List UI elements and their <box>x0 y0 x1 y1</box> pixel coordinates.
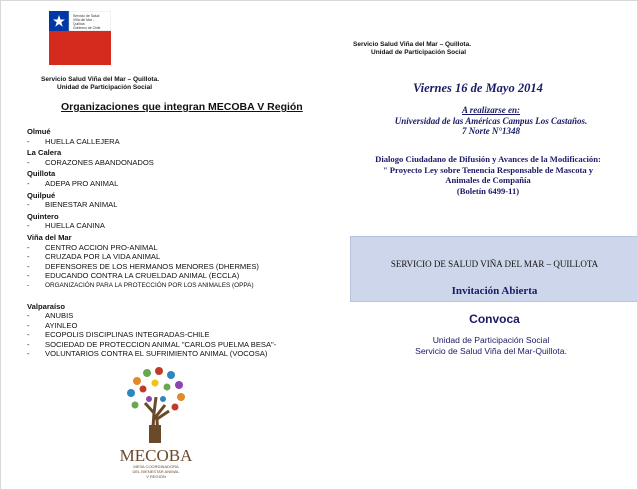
convoca-organizer <box>361 335 621 357</box>
org-item <box>27 158 317 168</box>
description-line-4: (Boletín 6499-11) <box>456 185 520 196</box>
city-name: Quintero <box>27 211 59 221</box>
invitation-banner <box>350 236 638 302</box>
mecoba-tree-logo <box>107 363 205 483</box>
org-name: CORAZONES ABANDONADOS <box>45 157 154 167</box>
logo-line: Gobierno de Chile <box>73 26 101 30</box>
org-item <box>27 311 317 321</box>
org-item <box>27 349 317 359</box>
org-item <box>27 321 317 331</box>
org-item <box>27 179 317 189</box>
gobierno-chile-logo <box>49 11 111 73</box>
banner-service-name: SERVICIO DE SALUD VIÑA DEL MAR – QUILLOTA <box>390 259 599 269</box>
org-name: HUELLA CANINA <box>45 221 105 231</box>
mecoba-subtitle-2: DEL BIENESTAR ANIMAL <box>132 469 180 474</box>
venue-line-2: Universidad de las Américas Campus Los Castaños. <box>394 115 588 126</box>
org-name: AYINLEO <box>45 320 78 330</box>
org-name: VOLUNTARIOS CONTRA EL SUFRIMIENTO ANIMAL (VOCOSA) <box>45 349 268 359</box>
city-block <box>27 127 317 146</box>
org-name: ECOPOLIS DISCIPLINAS INTEGRADAS-CHILE <box>45 330 210 340</box>
org-name: ADEPA PRO ANIMAL <box>45 178 119 188</box>
org-name: ANUBIS <box>45 311 74 321</box>
description-line-2: " Proyecto Ley sobre Tenencia Responsable de Mascota y <box>382 164 594 175</box>
event-venue <box>371 105 611 137</box>
city-name: La Calera <box>27 148 62 158</box>
description-line-1: Dialogo Ciudadano de Difusión y Avances de la Modificación: <box>375 154 601 164</box>
spacer <box>27 291 317 300</box>
organizer-line-1: Unidad de Participación Social <box>432 335 550 345</box>
city-name: Olmué <box>27 127 51 136</box>
org-item <box>27 200 317 210</box>
city-name: Viña del Mar <box>27 232 72 242</box>
org-item <box>27 330 317 340</box>
venue-line-3: 7 Norte N°1348 <box>461 126 521 136</box>
mecoba-subtitle-3: V REGIÓN <box>146 474 166 479</box>
city-block <box>27 233 317 291</box>
logo-line: Servicio de Salud <box>73 14 100 18</box>
city-name: Quilpué <box>27 190 56 200</box>
org-item <box>27 252 317 262</box>
city-name: Valparaíso <box>27 301 65 311</box>
org-name: EDUCANDO CONTRA LA CRUELDAD ANIMAL (ECCLA) <box>45 271 240 281</box>
city-block <box>27 302 317 360</box>
venue-line-1: A realizarse en: <box>461 105 520 115</box>
org-name: CRUZADA POR LA VIDA ANIMAL <box>45 252 161 262</box>
logo-caption-line-1: Servicio Salud Viña del Mar – Quillota. <box>41 76 159 83</box>
city-name: Quillota <box>27 169 56 179</box>
org-name: HUELLA CALLEJERA <box>45 136 120 146</box>
city-block <box>27 191 317 210</box>
mecoba-subtitle-1: MESA COORDINADORA <box>133 464 179 469</box>
organizations-title: Organizaciones que integran MECOBA V Región <box>61 101 303 113</box>
org-name: DEFENSORES DE LOS HERMANOS MENORES (DHERMES) <box>45 261 259 271</box>
org-name: CENTRO ACCION PRO-ANIMAL <box>45 242 158 252</box>
logo-line: Viña del Mar - <box>73 18 95 22</box>
convoca-heading: Convoca <box>469 312 520 326</box>
org-item <box>27 137 317 147</box>
logo-caption-line-2: Unidad de Participación Social <box>57 84 152 91</box>
org-item <box>27 281 317 291</box>
description-line-3: Animales de Compañía <box>445 175 531 185</box>
org-name: ORGANIZACIÓN PARA LA PROTECCIÓN POR LOS ANIMALES (OPPA) <box>45 281 254 289</box>
event-date: Viernes 16 de Mayo 2014 <box>413 81 543 95</box>
banner-invitation: Invitación Abierta <box>451 285 538 297</box>
logo-line: Quillota <box>73 22 85 26</box>
city-block <box>27 212 317 231</box>
organizations-list <box>27 125 317 359</box>
logo-caption <box>41 76 159 92</box>
org-item <box>27 221 317 231</box>
right-header <box>353 41 471 57</box>
city-block <box>27 148 317 167</box>
organizer-line-2: Servicio de Salud Viña del Mar-Quillota. <box>415 346 567 356</box>
right-header-line-2: Unidad de Participación Social <box>371 49 466 56</box>
right-header-line-1: Servicio Salud Viña del Mar – Quillota. <box>353 41 471 48</box>
city-block <box>27 169 317 188</box>
org-item <box>27 243 317 253</box>
org-item <box>27 262 317 272</box>
org-name: SOCIEDAD DE PROTECCION ANIMAL "CARLOS PUELMA BESA"- <box>45 339 277 349</box>
org-name: BIENESTAR ANIMAL <box>45 200 118 210</box>
mecoba-name: MECOBA <box>119 446 193 465</box>
event-description <box>353 154 623 196</box>
org-item <box>27 271 317 281</box>
org-item <box>27 340 317 350</box>
